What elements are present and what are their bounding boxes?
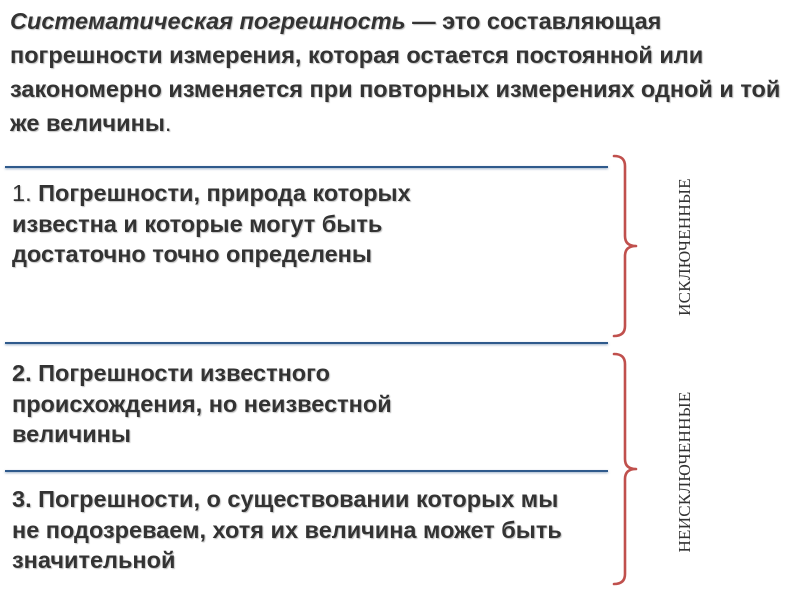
excluded-brace bbox=[610, 150, 640, 342]
definition-term: Систематическая погрешность bbox=[10, 8, 406, 34]
definition-text: — это составляющая погрешности измерения, которая остается постоянной или закономерно изменяется при повторных измерениях одной и той же величины bbox=[10, 8, 781, 136]
definition-period: . bbox=[164, 110, 172, 136]
item-number: 2. bbox=[12, 360, 32, 386]
item-text: Погрешности, о существовании которых мы не подозреваем, хотя их величина может быть значительной bbox=[12, 486, 562, 573]
divider-lower bbox=[5, 470, 608, 472]
excluded-label: ИСКЛЮЧЕННЫЕ bbox=[675, 178, 694, 316]
not-excluded-label: НЕИСКЛЮЧЕННЫЕ bbox=[675, 391, 694, 553]
item-number: 1. bbox=[12, 180, 32, 206]
item-text: Погрешности, природа которых известна и которые могут быть достаточно точно определены bbox=[12, 180, 411, 267]
divider-top bbox=[5, 166, 608, 168]
list-item-1 bbox=[12, 178, 512, 270]
excluded-brace-path bbox=[614, 156, 636, 336]
list-item-2 bbox=[12, 358, 482, 450]
not-excluded-brace bbox=[610, 348, 640, 590]
not-excluded-brace-path bbox=[614, 354, 636, 584]
item-text: Погрешности известного происхождения, но неизвестной величины bbox=[12, 360, 392, 447]
list-item-3 bbox=[12, 484, 592, 576]
divider-middle bbox=[5, 342, 608, 344]
item-number: 3. bbox=[12, 486, 32, 512]
definition-paragraph bbox=[10, 4, 790, 140]
